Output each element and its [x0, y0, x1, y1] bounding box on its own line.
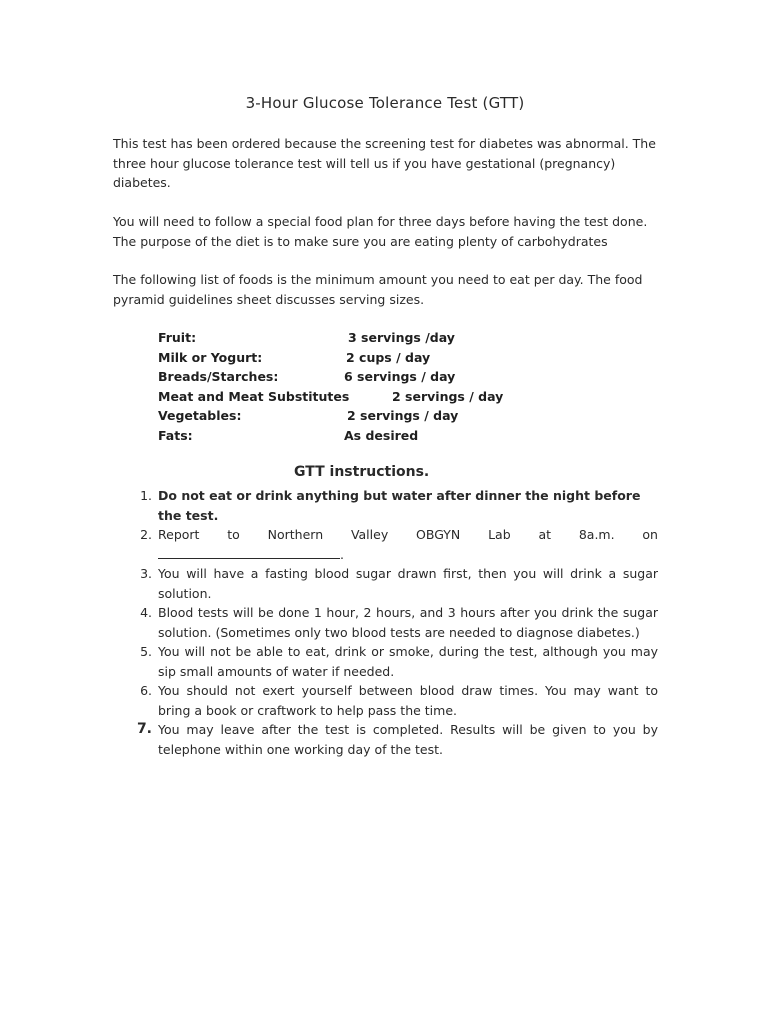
list-item	[134, 642, 658, 681]
instructions-list	[134, 486, 658, 759]
food-amount: 2 cups / day	[346, 349, 431, 365]
step-text: You will have a fasting blood sugar drawn first, then you will drink a sugar solution.	[158, 566, 658, 601]
report-word: Northern	[267, 527, 324, 542]
report-word: Report	[158, 527, 200, 542]
food-name: Fruit:	[158, 330, 197, 345]
list-item	[134, 720, 658, 759]
list-item	[134, 525, 658, 564]
food-name: Fats:	[158, 427, 193, 443]
step-number: 2.	[140, 527, 152, 542]
instructions-heading: GTT instructions.	[294, 464, 430, 480]
step-number: 3.	[140, 566, 152, 581]
step-text: You may leave after the test is completed. Results will be given to you by telephone within one working day of the test.	[158, 722, 658, 757]
step-text: You will not be able to eat, drink or smoke, during the test, although you may sip small amounts of water if needed.	[158, 644, 658, 679]
step-text	[158, 525, 658, 564]
intro-paragraph: This test has been ordered because the screening test for diabetes was abnormal. The three hour glucose tolerance test will tell us if you have gestational (pregnancy) diabetes.	[113, 136, 656, 190]
food-list-paragraph: The following list of foods is the minimum amount you need to eat per day. The food pyramid guidelines sheet discusses serving sizes.	[113, 272, 643, 307]
food-name: Breads/Starches:	[158, 369, 279, 384]
food-amount: 3 servings /day	[348, 330, 455, 345]
fill-in-blank[interactable]	[158, 546, 340, 559]
step-number: 1.	[140, 488, 152, 503]
step-number: 4.	[140, 605, 152, 620]
step-number: 5.	[140, 644, 152, 659]
food-amount: 6 servings / day	[344, 369, 456, 384]
report-word: Lab	[488, 527, 511, 542]
food-name: Meat and Meat Substitutes	[158, 388, 350, 404]
page-title: 3-Hour Glucose Tolerance Test (GTT)	[245, 94, 525, 112]
blank-suffix: .	[340, 546, 344, 562]
list-item	[134, 486, 658, 525]
report-word: OBGYN	[416, 527, 461, 542]
food-amount: 2 servings / day	[392, 388, 504, 404]
step-text: Do not eat or drink anything but water after dinner the night before the test.	[158, 488, 641, 523]
list-item	[134, 681, 658, 720]
food-name: Milk or Yogurt:	[158, 349, 263, 365]
food-name: Vegetables:	[158, 408, 242, 423]
list-item	[134, 603, 658, 642]
report-word: at	[538, 527, 552, 542]
date-blank-line	[158, 545, 658, 565]
food-amount: 2 servings / day	[347, 408, 459, 423]
report-word: to	[227, 527, 240, 542]
step-number: 6.	[140, 683, 152, 698]
diet-paragraph: You will need to follow a special food plan for three days before having the test done. The purpose of the diet is to make sure you are eating plenty of carbohydrates	[113, 214, 648, 249]
step-number: 7.	[136, 721, 152, 737]
report-word: Valley	[350, 527, 389, 542]
list-item	[134, 564, 658, 603]
food-amount: As desired	[344, 427, 419, 443]
step-text: You should not exert yourself between blood draw times. You may want to bring a book or craftwork to help pass the time.	[158, 683, 658, 718]
report-line	[158, 525, 658, 545]
report-word: 8a.m.	[578, 527, 615, 542]
report-word: on	[642, 527, 658, 542]
step-text: Blood tests will be done 1 hour, 2 hours, and 3 hours after you drink the sugar solution. (Sometimes only two blood tests are needed to diagnose diabetes.)	[158, 605, 658, 640]
